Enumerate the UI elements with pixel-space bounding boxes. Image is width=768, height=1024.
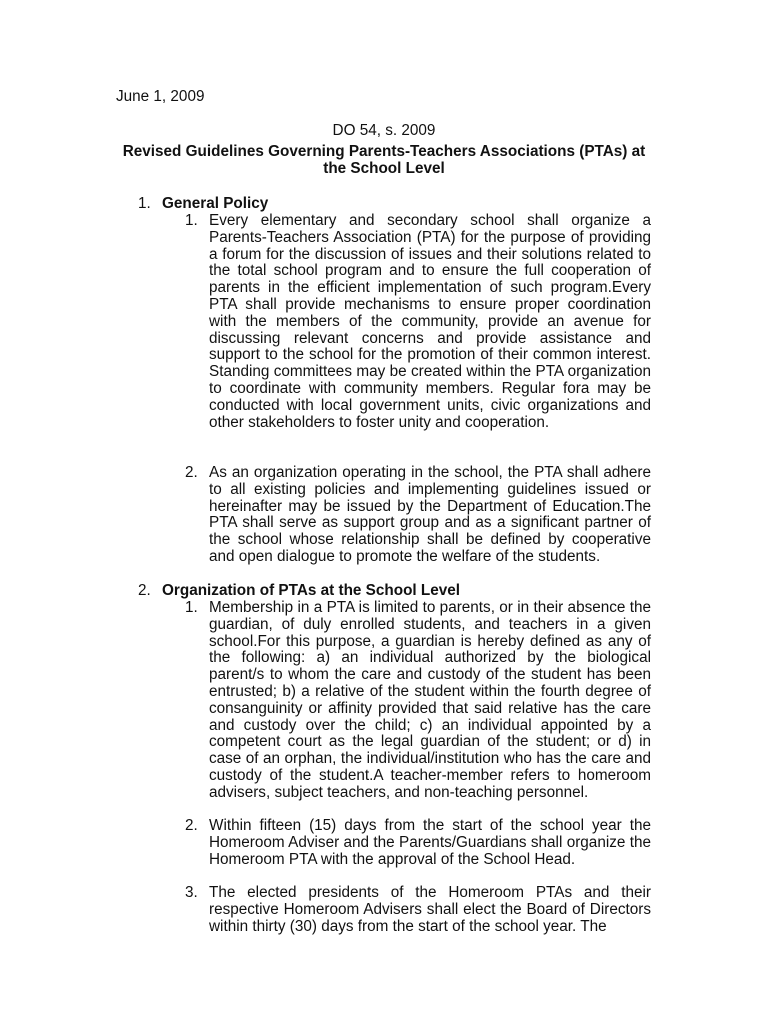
item-number: 2. bbox=[185, 817, 198, 834]
section-title: General Policy bbox=[162, 195, 269, 212]
item-number: 1. bbox=[185, 599, 198, 616]
document-title: Revised Guidelines Governing Parents-Teachers Associations (PTAs) at the School Level bbox=[122, 143, 646, 177]
item-number: 2. bbox=[185, 464, 198, 481]
item-text: Every elementary and secondary school shall organize a Parents-Teachers Association (PTA) for the purpose of providing a forum for the discussion of issues and their solutions related to the total school program and to ensure the full cooperation of parents in the efficient implementation of such program.Every PTA shall provide mechanisms to ensure proper coordination with the members of the community, provide an avenue for discussing relevant concerns and provide assistance and support to the school for the promotion of their common interest. Standing committees may be created within the PTA organization to coordinate with community members. Regular fora may be conducted with local government units, civic organizations and other stakeholders to foster unity and cooperation. bbox=[209, 212, 651, 431]
document-date: June 1, 2009 bbox=[116, 88, 205, 105]
item-text: Membership in a PTA is limited to parents, or in their absence the guardian, of duly enrolled students, and teachers in a given school.For this purpose, a guardian is hereby defined as any of the following: a) an individual authorized by the biological parent/s to whom the care and custody of the student has been entrusted; b) a relative of the student within the fourth degree of consanguinity or affinity provided that said relative has the care and custody over the child; c) an individual appointed by a competent court as the legal guardian of the student; or d) in case of an orphan, the individual/institution who has the care and custody of the student.A teacher-member refers to homeroom advisers, subject teachers, and non-teaching personnel. bbox=[209, 599, 651, 801]
list-item bbox=[185, 885, 651, 935]
list-item bbox=[185, 465, 651, 566]
section-heading-organization bbox=[138, 583, 460, 600]
list-item bbox=[185, 213, 651, 431]
section-number: 1. bbox=[138, 195, 151, 212]
item-text: The elected presidents of the Homeroom PTAs and their respective Homeroom Advisers shall elect the Board of Directors within thirty (30) days from the start of the school year. The bbox=[209, 884, 651, 935]
item-number: 1. bbox=[185, 212, 198, 229]
item-text: As an organization operating in the school, the PTA shall adhere to all existing policies and implementing guidelines issued or hereinafter may be issued by the Department of Education.The PTA shall serve as support group and as a significant partner of the school whose relationship shall be defined by cooperative and open dialogue to promote the welfare of the students. bbox=[209, 464, 651, 565]
item-text: Within fifteen (15) days from the start of the school year the Homeroom Adviser and the Parents/Guardians shall organize the Homeroom PTA with the approval of the School Head. bbox=[209, 817, 651, 868]
item-number: 3. bbox=[185, 884, 198, 901]
section-heading-general-policy bbox=[138, 196, 268, 213]
document-number: DO 54, s. 2009 bbox=[332, 122, 436, 139]
section-title: Organization of PTAs at the School Level bbox=[162, 582, 461, 599]
list-item bbox=[185, 818, 651, 868]
list-item bbox=[185, 600, 651, 802]
section-number: 2. bbox=[138, 582, 151, 599]
